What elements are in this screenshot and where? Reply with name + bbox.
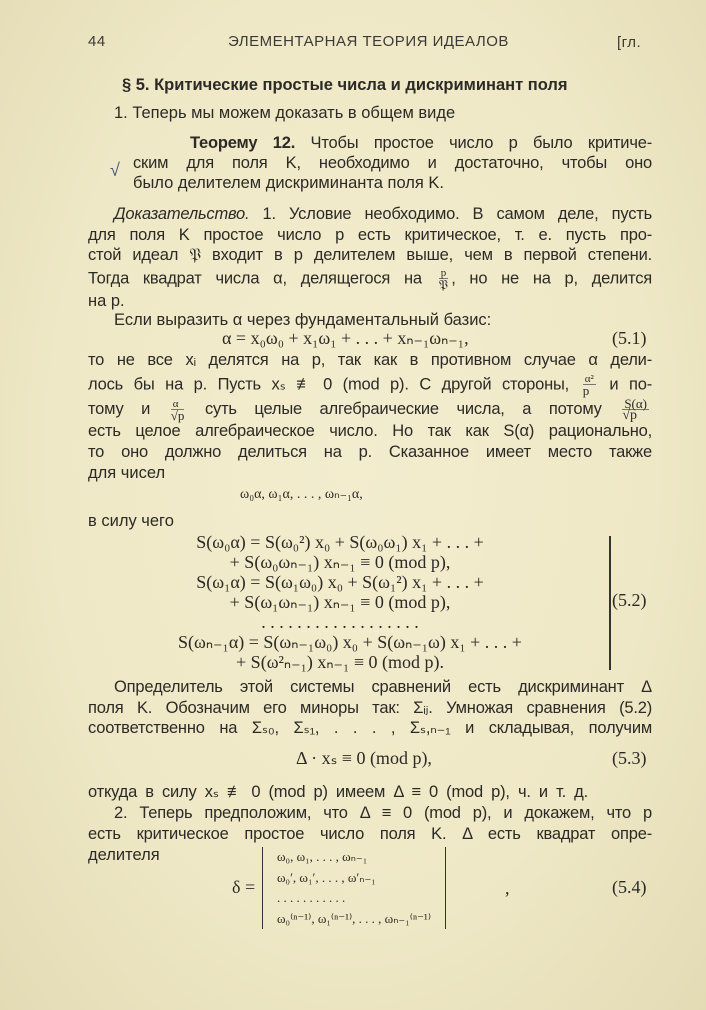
equation-line: + S(ω₀ωₙ₋₁) xₙ₋₁ ≡ 0 (mod p), xyxy=(229,552,451,572)
theorem-line: было делителем дискриминанта поля K. xyxy=(133,174,445,192)
text-line: в силу чего xyxy=(88,512,174,530)
text-line xyxy=(88,373,652,398)
equation-label: (5.1) xyxy=(612,328,647,348)
numerator: S(α) xyxy=(624,396,648,411)
proof-line: Если выразить α через фундаментальный базис: xyxy=(114,311,492,329)
theorem-line: ским для поля K, необходимо и достаточно, чтобы оно xyxy=(133,154,652,172)
numerator: α xyxy=(171,399,185,410)
determinant-matrix xyxy=(262,847,446,929)
text: суть целые алгебраические числа, а потому xyxy=(204,399,602,418)
equation-line: S(ω₁α) = S(ω₁ω₀) x₀ + S(ω₁²) x₁ + . . . + xyxy=(196,572,484,592)
matrix-row: ω₀′, ω₁′, . . . , ω′ₙ₋₁ xyxy=(277,869,376,885)
text-line: то не все xᵢ делятся на p, так как в противном случае α дели- xyxy=(88,351,652,369)
text: и по- xyxy=(609,375,652,394)
numerator: p xyxy=(440,267,447,279)
fraction xyxy=(583,374,596,396)
text: , но не на p, делится xyxy=(451,269,653,288)
comma: , xyxy=(505,878,510,898)
denominator: p xyxy=(582,383,590,398)
equation-line: + S(ω₁ωₙ₋₁) xₙ₋₁ ≡ 0 (mod p), xyxy=(229,592,451,612)
text-line: то оно должно делиться на p. Сказанное имеет место также xyxy=(88,443,652,461)
fraction xyxy=(622,398,649,421)
page-number: 44 xyxy=(88,33,106,50)
system-bracket xyxy=(609,536,611,670)
proof-label: Доказательство. xyxy=(114,205,250,223)
numerator: α² xyxy=(584,373,594,385)
running-title: ЭЛЕМЕНТАРНАЯ ТЕОРИЯ ИДЕАЛОВ xyxy=(228,33,509,50)
equation-5-3: Δ · xₛ ≡ 0 (mod p), xyxy=(296,748,432,768)
text-line: есть целое алгебраическое число. Но так как S(α) рационально, xyxy=(88,422,652,440)
proof-line xyxy=(88,267,653,292)
equation-line: S(ω₀α) = S(ω₀²) x₀ + S(ω₀ω₁) x₁ + . . . + xyxy=(196,532,484,552)
text: Тогда квадрат числа α, делящегося на xyxy=(88,269,422,288)
fraction xyxy=(171,399,185,421)
text-line: есть критическое простое число поля K. Δ есть квадрат опре- xyxy=(88,825,652,843)
text: тому и xyxy=(88,399,151,418)
proof-line: для поля K простое число p есть критическое, т. е. пусть про- xyxy=(88,226,652,244)
proof-line: на p. xyxy=(88,292,125,310)
proof-line: стой идеал 𝔓 входит в p делителем выше, чем в первой степени. xyxy=(88,246,652,264)
text-line: делителя xyxy=(88,846,160,864)
text: лось бы на p. Пусть xₛ ≢ 0 (mod p). С другой стороны, xyxy=(88,375,570,394)
equation-5-1: α = x₀ω₀ + x₁ω₁ + . . . + xₙ₋₁ωₙ₋₁, xyxy=(222,328,469,348)
proof-line xyxy=(114,204,652,224)
denominator: √p xyxy=(622,408,637,423)
chapter-mark: [гл. xyxy=(617,34,642,51)
theorem-text: Чтобы простое число p было критиче- xyxy=(310,134,652,152)
text-line: откуда в силу xₛ ≢ 0 (mod p) имеем Δ ≡ 0 (mod p), ч. и т. д. xyxy=(88,783,588,801)
theorem-line xyxy=(190,133,652,153)
matrix-row: ω₀, ω₁, . . . , ωₙ₋₁ xyxy=(277,849,368,864)
intro-text: 1. Теперь мы можем доказать в общем виде xyxy=(114,104,456,122)
text-line: Определитель этой системы сравнений есть дискриминант Δ xyxy=(114,678,652,696)
delta-lhs: δ = xyxy=(232,877,256,897)
proof-text: 1. Условие необходимо. В самом деле, пусть xyxy=(262,205,652,223)
text-line xyxy=(88,396,652,423)
denominator: √p xyxy=(170,407,185,423)
equation-label: (5.4) xyxy=(612,877,647,897)
matrix-row: ω₀⁽ⁿ⁻¹⁾, ω₁⁽ⁿ⁻¹⁾, . . . , ωₙ₋₁⁽ⁿ⁻¹⁾ xyxy=(277,910,432,926)
denominator: 𝔓 xyxy=(438,277,448,292)
equation-line: S(ωₙ₋₁α) = S(ωₙ₋₁ω₀) x₀ + S(ωₙ₋₁ω) x₁ + . . . + xyxy=(178,632,522,652)
text-line: поля K. Обозначим его миноры так: Σᵢⱼ. Умножая сравнения (5.2) xyxy=(88,699,652,717)
matrix-row: . . . . . . . . . . . xyxy=(277,890,346,905)
text-line: для чисел xyxy=(88,464,166,482)
equation-line: + S(ω²ₙ₋₁) xₙ₋₁ ≡ 0 (mod p). xyxy=(236,652,444,672)
equation-label: (5.3) xyxy=(612,748,647,768)
text-line: соответственно на Σₛ₀, Σₛ₁, . . . , Σₛ,ₙ₋₁ и складывая, получим xyxy=(88,719,652,737)
check-mark-icon: √ xyxy=(110,160,120,180)
number-list: ω₀α, ω₁α, . . . , ωₙ₋₁α, xyxy=(240,487,363,502)
fraction xyxy=(439,268,449,290)
section-title: § 5. Критические простые числа и дискриминант поля xyxy=(122,76,568,94)
text-line: 2. Теперь предположим, что Δ ≡ 0 (mod p), и докажем, что p xyxy=(114,804,652,822)
theorem-label: Теорему 12. xyxy=(190,134,296,152)
equation-dots: . . . . . . . . . . . . . . . . . . xyxy=(261,612,419,632)
equation-label: (5.2) xyxy=(612,590,647,610)
